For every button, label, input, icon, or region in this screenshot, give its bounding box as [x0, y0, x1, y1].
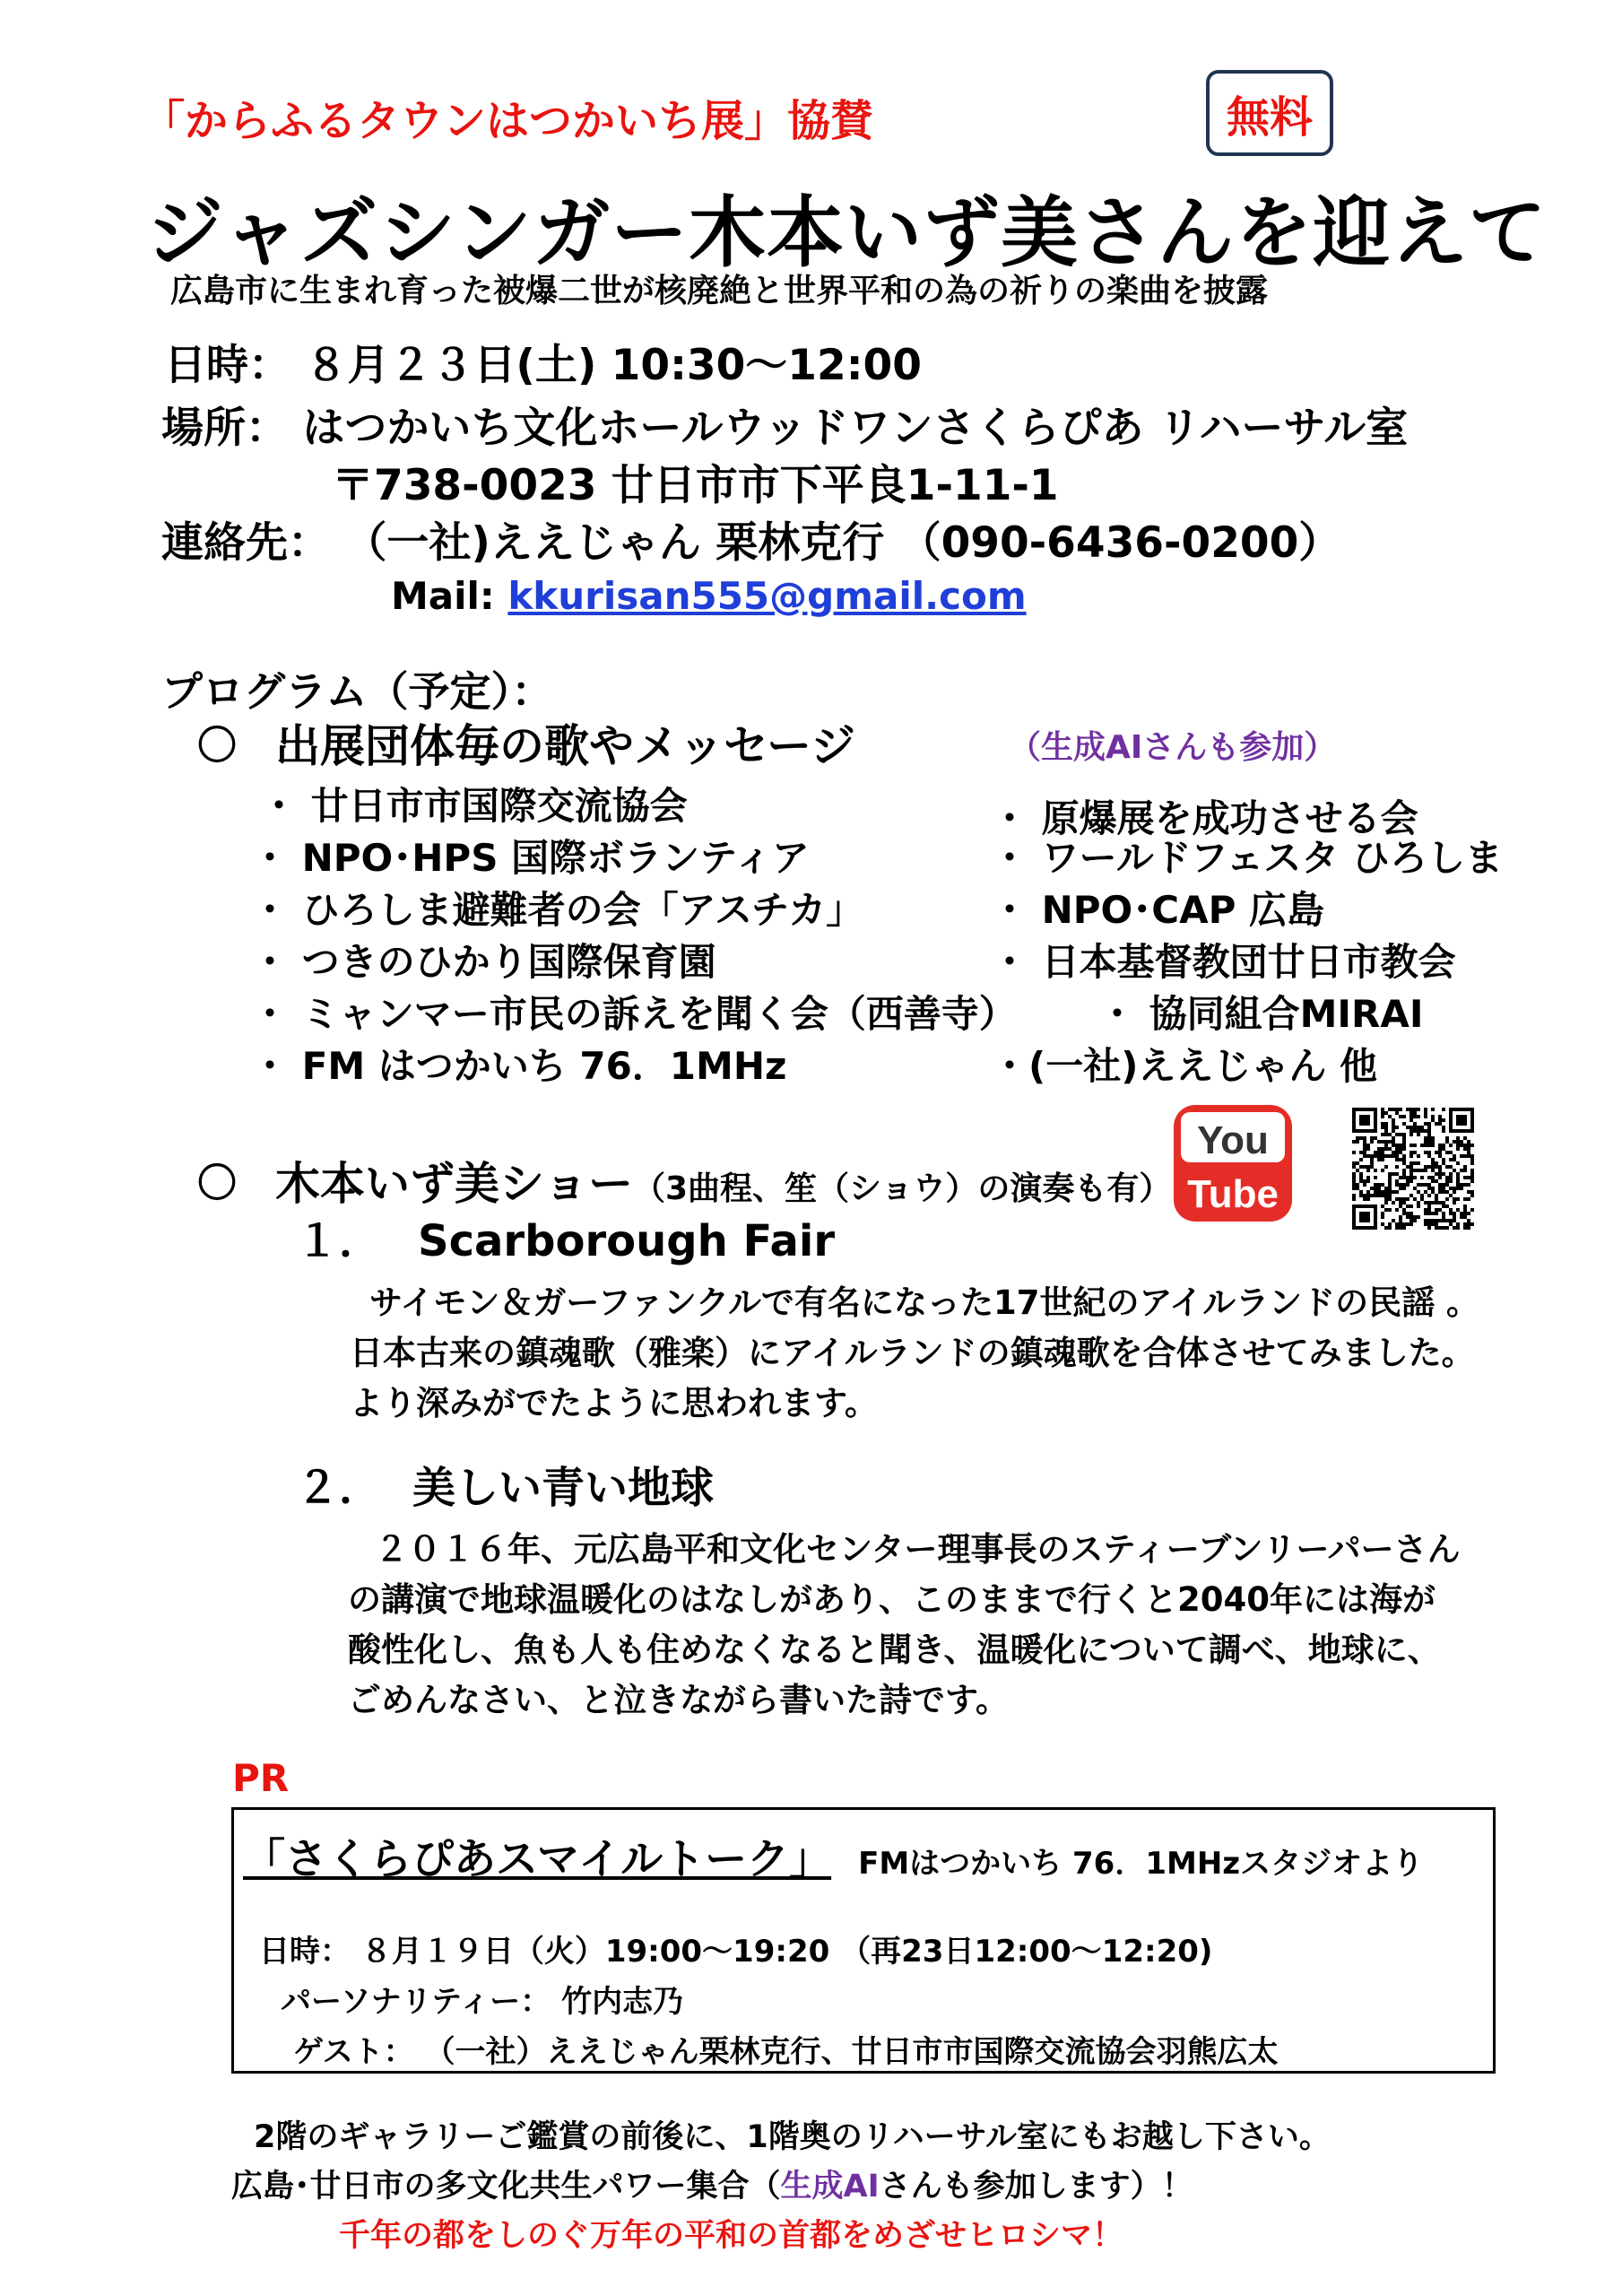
list-item: ・ ひろしま避難者の会「アスチカ」	[251, 888, 864, 932]
song1-line: より深みがでたように思われます。	[350, 1384, 879, 1422]
program-heading: プログラム（予定）：	[161, 667, 553, 716]
contact-info: 連絡先： （一社)ええじゃん 栗林克行 （090-6436-0200）	[161, 518, 1341, 568]
youtube-text-top: You	[1197, 1118, 1269, 1162]
footer-line3: 千年の都をしのぐ万年の平和の首都をめざせヒロシマ！	[339, 2218, 1124, 2254]
song1-title: Scarborough Fair	[418, 1216, 835, 1266]
list-item: ・ ミャンマー市民の訴えを聞く会（西善寺）	[251, 992, 1017, 1036]
list-item: ・ つきのひかり国際保育園	[251, 940, 716, 984]
list-item: ・(一社)ええじゃん 他	[991, 1044, 1378, 1088]
section1-title: 出展団体毎の歌やメッセージ	[275, 720, 855, 772]
qr-code-icon[interactable]	[1352, 1108, 1474, 1230]
list-item: ・ 廿日市市国際交流協会	[260, 784, 688, 828]
song2-number: ２．	[296, 1463, 383, 1513]
list-item: ・ ワールドフェスタ ひろしま	[991, 836, 1504, 880]
footer-line2-ai: 生成AI	[780, 2169, 880, 2205]
section2-title: 木本いず美ショー	[275, 1158, 633, 1210]
song2-title-row	[296, 1453, 714, 1515]
page-subtitle: 広島市に生まれ育った被爆二世が核廃絶と世界平和の為の祈りの楽曲を披露	[170, 273, 1269, 309]
mail-link[interactable]: kkurisan555@gmail.com	[507, 574, 1027, 618]
free-badge: 無料	[1206, 70, 1333, 156]
song2-line: ごめんなさい、と泣きながら書いた詩です。	[348, 1681, 1010, 1719]
footer-line2-c: さんも参加します）！	[879, 2169, 1193, 2205]
song1-number: １．	[296, 1216, 383, 1266]
pr-box	[231, 1807, 1496, 2074]
song1-line: サイモン＆ガーファンクルで有名になった17世紀のアイルランドの民謡 。	[369, 1283, 1480, 1322]
footer-line2	[231, 2161, 1193, 2206]
list-item: ・ 協同組合MIRAI	[1098, 992, 1424, 1036]
youtube-icon[interactable]	[1170, 1101, 1296, 1225]
youtube-text-bottom: Tube	[1187, 1172, 1279, 1216]
pr-guest: ゲスト： （一社）ええじゃん栗林克行、廿日市市国際交流協会羽熊広太	[293, 2034, 1279, 2070]
page-title: ジャズシンガー木本いず美さんを迎えて	[146, 188, 1548, 278]
section1-mark: 〇	[197, 723, 237, 769]
list-item: ・ NPO･CAP 広島	[991, 888, 1324, 932]
pr-date: 日時： ８月１９日（火）19:00～19:20 （再23日12:00～12:20)	[259, 1934, 1213, 1970]
section2-title-row	[275, 1148, 1171, 1213]
song2-description	[348, 1525, 1531, 1726]
event-date: 日時： ８月２３日(土) 10:30～12:00	[164, 341, 922, 390]
footer-line1: 2階のギャラリーご鑑賞の前後に、1階奥のリハーサル室にもお越し下さい。	[254, 2119, 1331, 2155]
list-item: ・ NPO･HPS 国際ボランティア	[251, 836, 810, 880]
song1-title-row	[296, 1206, 835, 1268]
mail-row	[391, 574, 1027, 618]
song2-line: 酸性化し、魚も人も住めなくなると聞き、温暖化について調べ、地球に、	[348, 1631, 1441, 1669]
song1-line: 日本古来の鎮魂歌（雅楽）にアイルランドの鎮魂歌を合体させてみました。	[350, 1334, 1475, 1372]
pr-personality: パーソナリティー： 竹内志乃	[281, 1984, 684, 2020]
footer-line2-a: 広島･廿日市の多文化共生パワー集合（	[231, 2169, 781, 2205]
list-item: ・ 原爆展を成功させる会	[991, 796, 1418, 840]
song1-description	[350, 1278, 1533, 1429]
song2-line: の講演で地球温暖化のはなしがあり、このままで行くと2040年には海が	[348, 1580, 1436, 1619]
pr-title-row	[243, 1826, 1423, 1886]
mail-label: Mail:	[391, 574, 495, 618]
list-item: ・ 日本基督教団廿日市教会	[991, 940, 1456, 984]
section2-title-note: （3曲程、笙（ショウ）の演奏も有）	[633, 1170, 1172, 1207]
event-place: 場所： はつかいち文化ホールウッドワンさくらぴあ リハーサル室	[161, 404, 1409, 453]
sponsor-line: 「からふるタウンはつかいち展」協賛	[142, 96, 874, 146]
pr-subtitle: FMはつかいち 76．1MHzスタジオより	[858, 1846, 1424, 1882]
pr-label: PR	[232, 1756, 290, 1800]
section2-mark: 〇	[197, 1161, 237, 1206]
song2-title: 美しい青い地球	[412, 1463, 715, 1513]
song2-line: ２０１６年、元広島平和文化センター理事長のスティーブンリーパーさん	[375, 1530, 1461, 1569]
event-address: 〒738-0023 廿日市市下平良1-11-1	[332, 461, 1059, 510]
pr-title: 「さくらぴあスマイルトーク」	[243, 1835, 832, 1884]
section1-note: （生成AIさんも参加）	[1009, 729, 1337, 766]
list-item: ・ FM はつかいち 76．1MHz	[251, 1044, 787, 1088]
